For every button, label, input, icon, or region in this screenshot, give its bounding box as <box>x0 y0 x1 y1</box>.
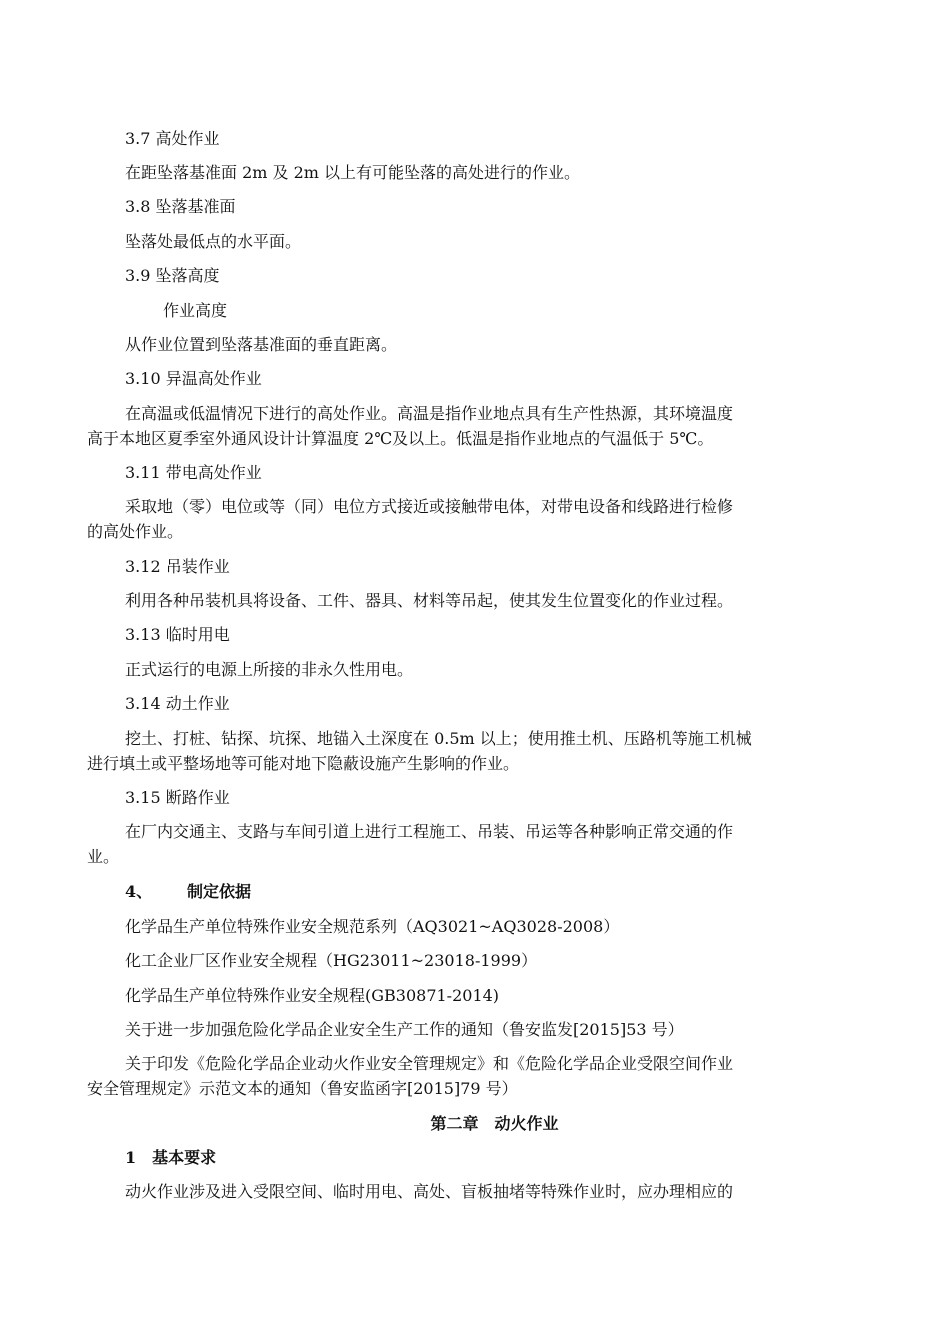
basis-item-5-line1: 关于印发《危险化学品企业动火作业安全管理规定》和《危险化学品企业受限空间作业 <box>125 1054 734 1073</box>
body-3-11-line2: 的高处作业。 <box>87 522 184 541</box>
heading-3-9: 3.9 坠落高度 <box>125 266 220 285</box>
heading-3-12: 3.12 吊装作业 <box>125 557 230 576</box>
heading-3-8: 3.8 坠落基准面 <box>125 197 236 216</box>
chapter-title: 第二章 动火作业 <box>430 1114 559 1133</box>
body-3-10-line2: 高于本地区夏季室外通风设计计算温度 2℃及以上。低温是指作业地点的气温低于 5℃。 <box>87 429 714 448</box>
body-3-14-line1: 挖土、打桩、钻探、坑探、地锚入土深度在 0.5m 以上；使用推土机、压路机等施工机械 <box>125 729 752 748</box>
section-4-title: 制定依据 <box>187 882 252 901</box>
heading-3-10: 3.10 异温高处作业 <box>125 369 262 388</box>
body-3-8: 坠落处最低点的水平面。 <box>125 232 302 251</box>
heading-3-14: 3.14 动土作业 <box>125 694 230 713</box>
body-3-13: 正式运行的电源上所接的非永久性用电。 <box>125 660 414 679</box>
body-3-7: 在距坠落基准面 2m 及 2m 以上有可能坠落的高处进行的作业。 <box>125 163 581 182</box>
basis-item-1: 化学品生产单位特殊作业安全规范系列（AQ3021~AQ3028-2008） <box>125 917 620 936</box>
body-3-12: 利用各种吊装机具将设备、工件、器具、材料等吊起，使其发生位置变化的作业过程。 <box>125 591 734 610</box>
basis-item-4: 关于进一步加强危险化学品企业安全生产工作的通知（鲁安监发[2015]53 号） <box>125 1020 684 1039</box>
alt-term-3-9: 作业高度 <box>163 301 228 320</box>
subsection-heading: 1 基本要求 <box>125 1148 217 1167</box>
body-3-15-line1: 在厂内交通主、支路与车间引道上进行工程施工、吊装、吊运等各种影响正常交通的作 <box>125 822 734 841</box>
body-3-11-line1: 采取地（零）电位或等（同）电位方式接近或接触带电体，对带电设备和线路进行检修 <box>125 497 734 516</box>
body-3-14-line2: 进行填土或平整场地等可能对地下隐蔽设施产生影响的作业。 <box>87 754 520 773</box>
basis-item-3: 化学品生产单位特殊作业安全规程(GB30871-2014) <box>125 986 500 1005</box>
body-3-15-line2: 业。 <box>87 847 120 866</box>
body-3-9: 从作业位置到坠落基准面的垂直距离。 <box>125 335 398 354</box>
chapter-body-line1: 动火作业涉及进入受限空间、临时用电、高处、盲板抽堵等特殊作业时，应办理相应的 <box>125 1182 734 1201</box>
section-4-number: 4、 <box>125 882 153 901</box>
heading-3-15: 3.15 断路作业 <box>125 788 230 807</box>
heading-3-11: 3.11 带电高处作业 <box>125 463 262 482</box>
body-3-10-line1: 在高温或低温情况下进行的高处作业。高温是指作业地点具有生产性热源，其环境温度 <box>125 404 734 423</box>
heading-3-7: 3.7 高处作业 <box>125 129 220 148</box>
basis-item-5-line2: 安全管理规定》示范文本的通知（鲁安监函字[2015]79 号） <box>87 1079 518 1098</box>
heading-3-13: 3.13 临时用电 <box>125 625 230 644</box>
basis-item-2: 化工企业厂区作业安全规程（HG23011~23018-1999） <box>125 951 538 970</box>
